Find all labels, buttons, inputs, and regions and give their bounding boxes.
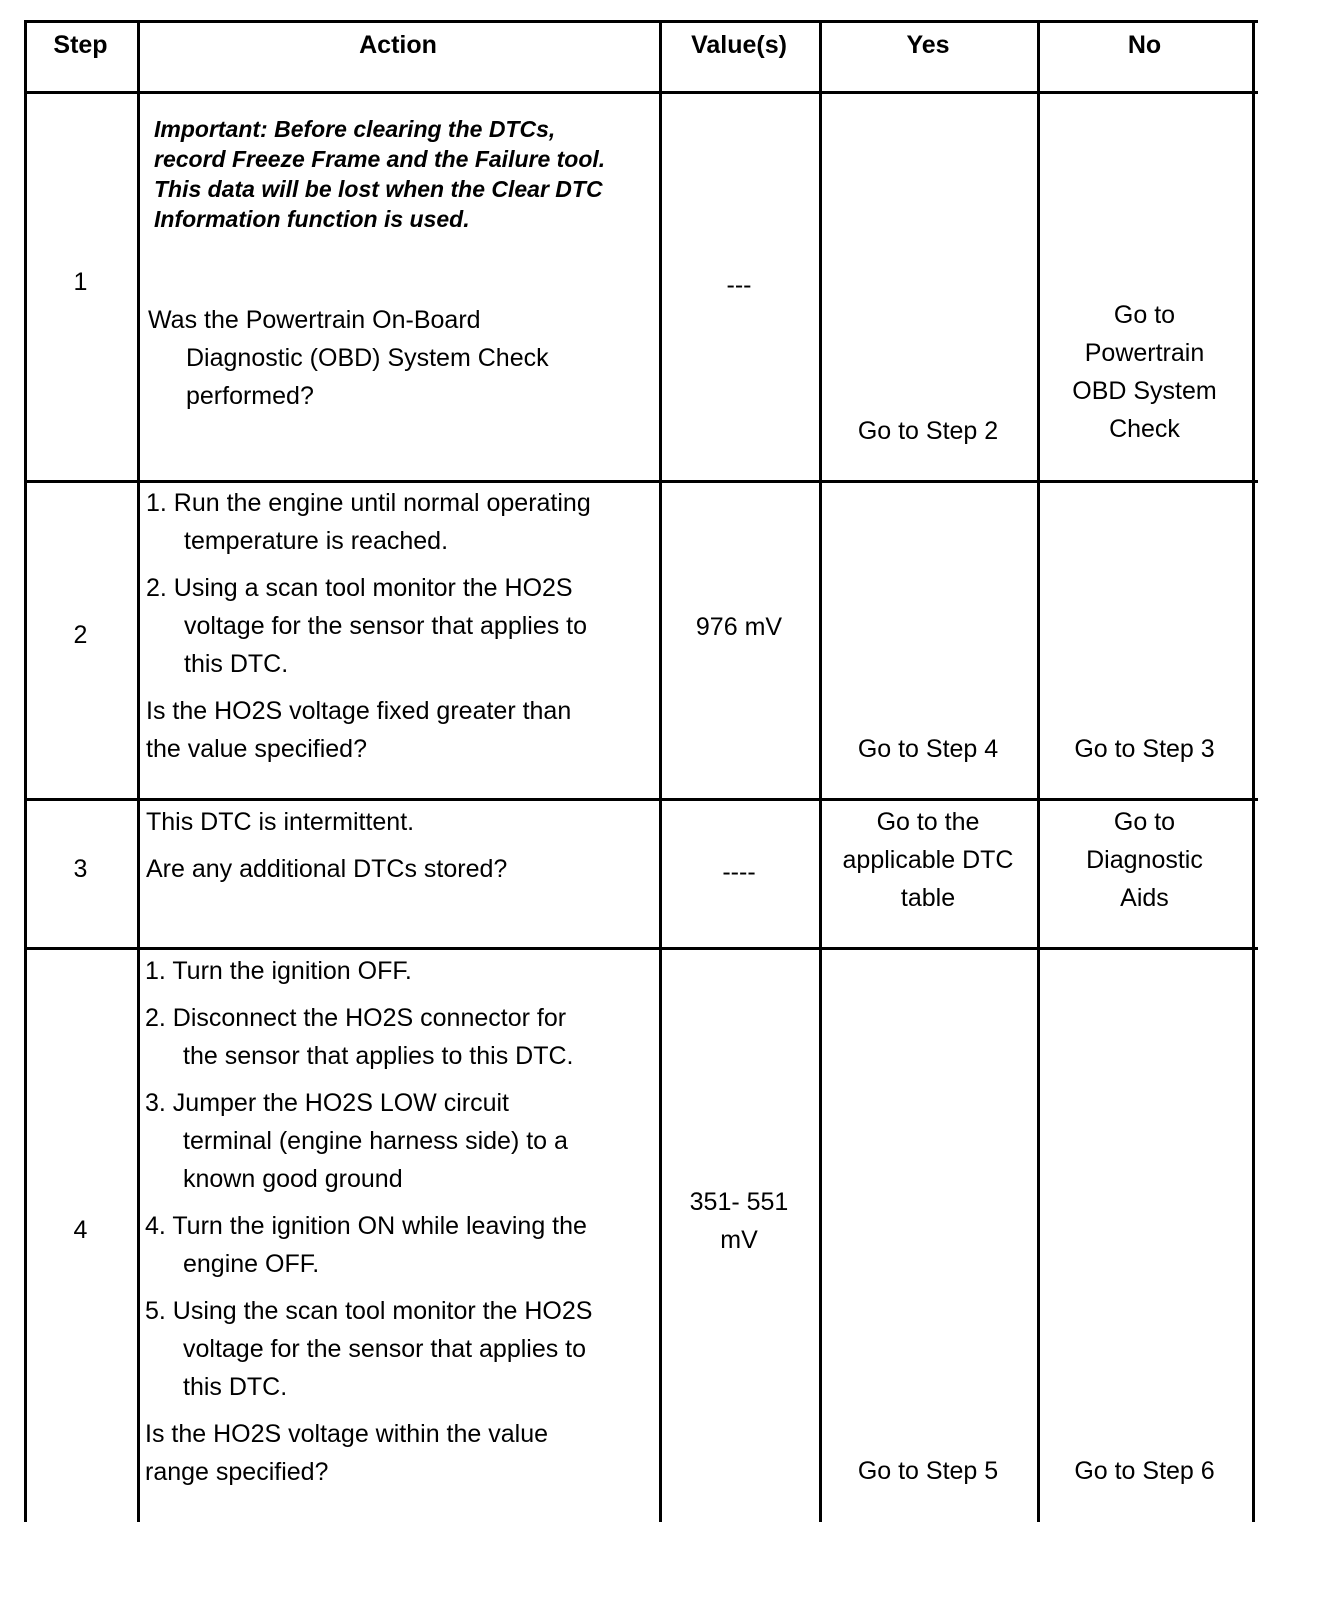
action-line: this DTC. (184, 650, 289, 678)
action-line: 4. Turn the ignition ON while leaving the (145, 1212, 587, 1240)
no-action (1037, 296, 1252, 448)
value-cell (659, 1183, 819, 1259)
action-line: 5. Using the scan tool monitor the HO2S (145, 1297, 593, 1325)
table-top-border (24, 20, 1258, 23)
action-question (148, 301, 549, 415)
action-line: the sensor that applies to this DTC. (183, 1042, 574, 1070)
action-line: This DTC is intermittent. (146, 808, 415, 836)
action-line: engine OFF. (183, 1250, 320, 1278)
question-line: Is the HO2S voltage fixed greater than (146, 697, 572, 725)
no-action: Go to Step 3 (1074, 735, 1215, 763)
yes-line: applicable DTC (842, 846, 1014, 874)
yes-action: Go to Step 2 (857, 417, 999, 445)
no-line: OBD System (1072, 377, 1217, 405)
value-line: 351- 551 (689, 1188, 789, 1216)
row-divider-3 (24, 947, 1258, 950)
header-action: Action (359, 31, 437, 59)
action-line: 3. Jumper the HO2S LOW circuit (145, 1089, 510, 1117)
no-action (1037, 803, 1252, 917)
no-line: Go to (1113, 301, 1176, 329)
action-line: this DTC. (183, 1373, 288, 1401)
action-steps (145, 952, 592, 1491)
action-line: 1. Turn the ignition OFF. (145, 957, 412, 985)
header-divider (24, 91, 1258, 94)
yes-action: Go to Step 5 (857, 1457, 999, 1485)
action-line: terminal (engine harness side) to a (183, 1127, 568, 1155)
important-line: Important: Before clearing the DTCs, (154, 116, 556, 142)
action-text (146, 803, 507, 888)
header-values: Value(s) (691, 31, 787, 59)
table-left-border (24, 20, 27, 1522)
action-line: temperature is reached. (184, 527, 449, 555)
question-line: performed? (186, 382, 314, 410)
step-number: 1 (73, 268, 88, 296)
step-number: 3 (73, 855, 88, 883)
important-note (154, 114, 605, 234)
action-line: voltage for the sensor that applies to (183, 1335, 587, 1363)
question-line: Are any additional DTCs stored? (146, 855, 508, 883)
value-line: mV (720, 1226, 758, 1254)
step-number: 4 (73, 1216, 88, 1244)
col-divider-yes (1037, 20, 1040, 1522)
question-line: range specified? (145, 1458, 329, 1486)
no-line: Diagnostic (1086, 846, 1203, 874)
col-divider-action (659, 20, 662, 1522)
col-divider-value (819, 20, 822, 1522)
action-line: 1. Run the engine until normal operating (146, 489, 591, 517)
action-line: 2. Disconnect the HO2S connector for (145, 1004, 567, 1032)
diagnostic-table (24, 20, 1258, 1522)
step-number: 2 (73, 621, 88, 649)
no-line: Aids (1120, 884, 1169, 912)
question-line: Was the Powertrain On-Board (148, 306, 481, 334)
question-line: Diagnostic (OBD) System Check (186, 344, 549, 372)
table-right-border (1252, 20, 1255, 1522)
value-cell: ---- (722, 858, 756, 886)
yes-line: Go to the (876, 808, 980, 836)
question-line: the value specified? (146, 735, 367, 763)
action-line: voltage for the sensor that applies to (184, 612, 588, 640)
no-action: Go to Step 6 (1074, 1457, 1215, 1485)
important-line: This data will be lost when the Clear DTC (154, 176, 603, 202)
header-no: No (1127, 31, 1162, 59)
action-steps (146, 484, 591, 768)
value-cell: --- (726, 271, 752, 299)
important-line: record Freeze Frame and the Failure tool. (154, 146, 606, 172)
row-divider-2 (24, 798, 1258, 801)
no-line: Powertrain (1084, 339, 1205, 367)
yes-action: Go to Step 4 (857, 735, 999, 763)
row-divider-1 (24, 480, 1258, 483)
yes-action (819, 803, 1037, 917)
action-line: known good ground (183, 1165, 403, 1193)
no-line: Go to (1113, 808, 1176, 836)
value-cell: 976 mV (695, 613, 783, 641)
yes-line: table (900, 884, 956, 912)
action-line: 2. Using a scan tool monitor the HO2S (146, 574, 573, 602)
col-divider-step (137, 20, 140, 1522)
no-line: Check (1109, 415, 1180, 443)
question-line: Is the HO2S voltage within the value (145, 1420, 549, 1448)
important-line: Information function is used. (154, 206, 470, 232)
header-yes: Yes (906, 31, 950, 59)
header-step: Step (53, 31, 108, 59)
